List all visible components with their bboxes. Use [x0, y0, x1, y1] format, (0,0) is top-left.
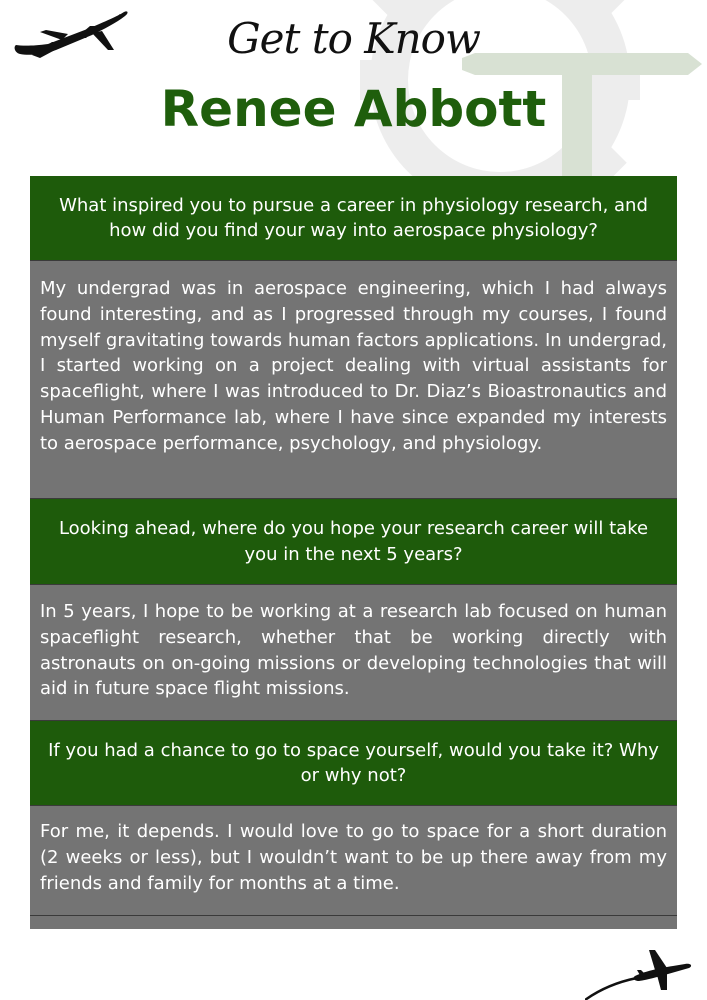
divider — [30, 805, 677, 806]
intro-heading: Get to Know — [227, 14, 480, 63]
qa-block-3 — [30, 721, 677, 929]
page-title: Renee Abbott — [160, 80, 547, 138]
divider — [30, 260, 677, 261]
answer-2: In 5 years, I hope to be working at a research lab focused on human spaceflight research, whether that be working directly with astronauts on on-going missions or developing technologies that will aid in future space flight missions. — [30, 584, 677, 735]
answer-1: My undergrad was in aerospace engineering, which I had always found interesting, and as I progressed through my courses, I found myself gravitating towards human factors applications. In undergrad, I started working on a project dealing with virtual assistants for spaceflight, where I was introduced to Dr. Diaz’s Bioastronautics and Human Performance lab, where I have since expanded my interests to aerospace performance, psychology, and physiology. — [30, 260, 677, 514]
qa-block-2 — [30, 499, 677, 735]
question-3: If you had a chance to go to space yourself, would you take it? Why or why not? — [30, 721, 677, 805]
question-2: Looking ahead, where do you hope your research career will take you in the next 5 years? — [30, 499, 677, 584]
question-1: What inspired you to pursue a career in physiology research, and how did you find your way into aerospace physiology? — [30, 176, 677, 260]
divider — [30, 584, 677, 585]
qa-block-1 — [30, 176, 677, 514]
airplane-icon — [585, 944, 695, 1000]
divider — [30, 915, 677, 916]
answer-3: For me, it depends. I would love to go to space for a short duration (2 weeks or less), but I wouldn’t want to be up there away from my friends and family for months at a time. — [30, 805, 677, 929]
